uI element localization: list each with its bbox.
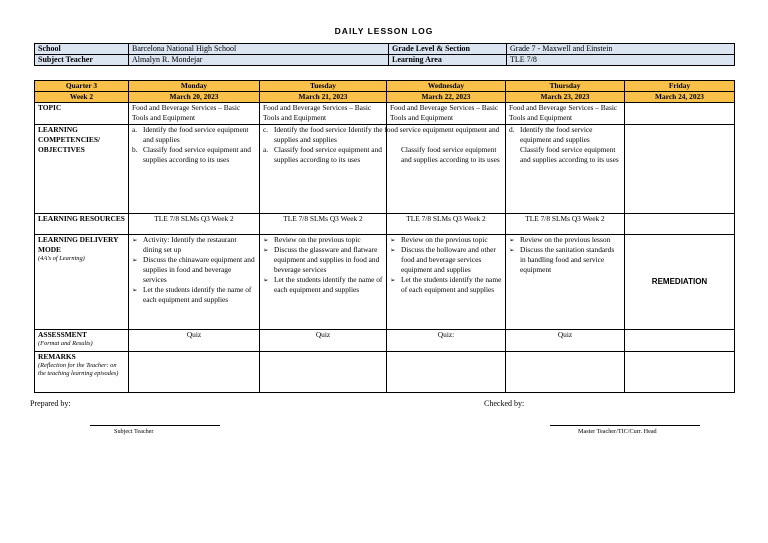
grade-value: Grade 7 - Maxwell and Einstein xyxy=(507,44,735,55)
item-marker: a. xyxy=(263,145,269,154)
item-marker: b. xyxy=(132,145,138,154)
day-header: Thursday xyxy=(506,81,625,92)
topic-cell: Food and Beverage Services – Basic Tools and Equipment xyxy=(260,103,387,125)
resources-cell: TLE 7/8 SLMs Q3 Week 2 xyxy=(260,214,387,235)
assessment-note: (Format and Results) xyxy=(38,340,93,347)
document-title: DAILY LESSON LOG xyxy=(334,26,434,36)
delivery-cell xyxy=(260,235,387,330)
remarks-cell xyxy=(387,352,506,393)
day-header: Wednesday xyxy=(387,81,506,92)
delivery-item: ➢ Discuss the holloware and other food and beverage services equipment and supplies xyxy=(390,245,502,275)
delivery-item: ➢ Discuss the chinaware equipment and supplies in food and beverage services xyxy=(132,255,256,285)
school-value: Barcelona National High School xyxy=(129,44,389,55)
remarks-cell xyxy=(129,352,260,393)
competency-text: Classify food service equipment and supplies according to its uses xyxy=(401,145,500,164)
remarks-cell xyxy=(506,352,625,393)
resources-cell: TLE 7/8 SLMs Q3 Week 2 xyxy=(506,214,625,235)
day-header: Friday xyxy=(625,81,735,92)
teacher-value: Almalyn R. Mondejar xyxy=(129,55,389,66)
date-header: March 21, 2023 xyxy=(260,92,387,103)
area-label: Learning Area xyxy=(389,55,507,66)
checked-by-label: Checked by: xyxy=(484,399,525,408)
date-header: March 23, 2023 xyxy=(506,92,625,103)
delivery-note: (4A's of Learning) xyxy=(38,255,85,262)
delivery-label-cell xyxy=(35,235,129,330)
item-marker: d. xyxy=(509,125,515,134)
remarks-note: (Reflection for the Teacher: on the teaching learning episodes) xyxy=(38,362,119,377)
delivery-item: ➢ Let the students identify the name of each equipment and supplies xyxy=(263,275,383,295)
remarks-label-cell xyxy=(35,352,129,393)
delivery-cell xyxy=(387,235,506,330)
teacher-label: Subject Teacher xyxy=(35,55,129,66)
delivery-item: ➢ Review on the previous lesson xyxy=(509,235,621,245)
area-value: TLE 7/8 xyxy=(507,55,735,66)
assessment-label: ASSESSMENT xyxy=(38,330,87,339)
delivery-item: ➢ Discuss the sanitation standards in handling food and service equipment xyxy=(509,245,621,275)
competency-text: Identify the food service Identify the food service equipment equipment and supplies and supplies xyxy=(274,125,500,144)
assessment-cell xyxy=(625,330,735,352)
delivery-item: ➢ Let the students identify the name of each equipment and supplies xyxy=(132,285,256,305)
competency-text: Classify food service equipment and supplies according to its uses xyxy=(520,145,619,164)
checked-role: Master Teacher/TIC/Curr. Head xyxy=(578,428,657,435)
day-header: Tuesday xyxy=(260,81,387,92)
assessment-label-cell xyxy=(35,330,129,352)
item-marker: c. xyxy=(263,125,269,134)
lesson-log-table xyxy=(34,80,735,393)
competencies-cell xyxy=(625,125,735,214)
topic-cell: Food and Beverage Services – Basic Tools and Equipment xyxy=(129,103,260,125)
topic-cell: Food and Beverage Services – Basic Tools and Equipment xyxy=(506,103,625,125)
grade-label: Grade Level & Section xyxy=(389,44,507,55)
day-header: Monday xyxy=(129,81,260,92)
delivery-item: ➢ Activity: Identify the restaurant dining set up xyxy=(132,235,256,255)
checked-signature-line xyxy=(550,425,700,426)
assessment-cell: Quiz: xyxy=(387,330,506,352)
delivery-cell xyxy=(129,235,260,330)
prepared-role: Subject Teacher xyxy=(114,428,154,435)
remarks-cell xyxy=(260,352,387,393)
competencies-label: LEARNING COMPETENCIES/ OBJECTIVES xyxy=(35,125,129,214)
prepared-by-label: Prepared by: xyxy=(30,399,71,408)
school-label: School xyxy=(35,44,129,55)
remediation-cell: REMEDIATION xyxy=(625,235,735,330)
competencies-cell xyxy=(129,125,260,214)
remarks-label: REMARKS xyxy=(38,352,76,361)
quarter-label: Quarter 3 xyxy=(35,81,129,92)
assessment-cell: Quiz xyxy=(506,330,625,352)
delivery-label: LEARNING DELIVERY MODE xyxy=(38,235,119,254)
competencies-cell xyxy=(260,125,500,214)
topic-label: TOPIC xyxy=(35,103,129,125)
competency-text: Identify the food service equipment and supplies xyxy=(143,125,249,144)
delivery-cell xyxy=(506,235,625,330)
resources-cell: TLE 7/8 SLMs Q3 Week 2 xyxy=(387,214,506,235)
remarks-cell xyxy=(625,352,735,393)
assessment-cell: Quiz xyxy=(129,330,260,352)
week-label: Week 2 xyxy=(35,92,129,103)
resources-cell: TLE 7/8 SLMs Q3 Week 2 xyxy=(129,214,260,235)
competency-text: Classify food service equipment and supplies according to its uses xyxy=(143,145,251,164)
resources-label: LEARNING RESOURCES xyxy=(35,214,129,235)
delivery-item: ➢ Let the students identify the name of each equipment and supplies xyxy=(390,275,502,295)
delivery-item: ➢ Discuss the glassware and flatware equipment and supplies in food and beverage services xyxy=(263,245,383,275)
item-marker: a. xyxy=(132,125,138,134)
topic-cell: Food and Beverage Services – Basic Tools and Equipment xyxy=(387,103,506,125)
delivery-item: ➢ Review on the previous topic xyxy=(263,235,383,245)
prepared-signature-line xyxy=(90,425,220,426)
resources-cell xyxy=(625,214,735,235)
competency-text: Classify food service equipment and supplies according to its uses xyxy=(274,145,382,164)
competency-text: Identify the food service equipment and supplies xyxy=(520,125,593,144)
assessment-cell: Quiz xyxy=(260,330,387,352)
delivery-item: ➢ Review on the previous topic xyxy=(390,235,502,245)
date-header: March 22, 2023 xyxy=(387,92,506,103)
topic-cell xyxy=(625,103,735,125)
date-header: March 20, 2023 xyxy=(129,92,260,103)
competencies-cell xyxy=(506,125,625,214)
date-header: March 24, 2023 xyxy=(625,92,735,103)
info-table xyxy=(34,43,735,66)
